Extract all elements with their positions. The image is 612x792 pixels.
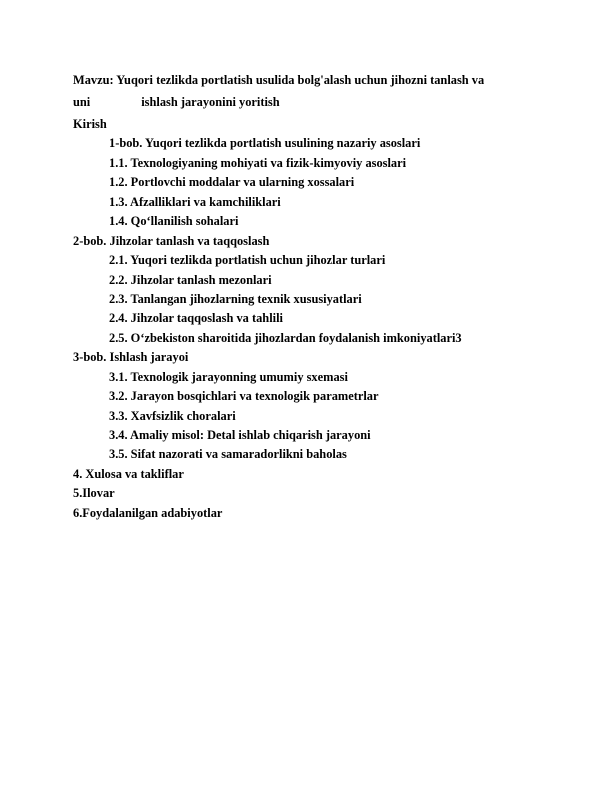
toc-section: 2-bob. Jihzolar tanlash va taqqoslash	[73, 233, 270, 248]
toc-subsection: 1.4. Qo‘llanilish sohalari	[109, 214, 239, 229]
toc-subsection: 1.3. Afzalliklari va kamchiliklari	[109, 194, 281, 209]
toc-subsection: 1.2. Portlovchi moddalar va ularning xossalari	[109, 175, 355, 190]
title-line-2-right: ishlash jarayonini yoritish	[141, 95, 280, 109]
toc-subsection: 3.5. Sifat nazorati va samaradorlikni baholas	[109, 447, 347, 462]
toc-section: 5.Ilovar	[73, 486, 115, 501]
toc-subsection: 1-bob. Yuqori tezlikda portlatish usulining nazariy asoslari	[109, 136, 421, 151]
toc-section: 3-bob. Ishlash jarayoi	[73, 350, 189, 365]
toc-subsection: 3.4. Amaliy misol: Detal ishlab chiqarish jarayoni	[109, 428, 371, 442]
toc-subsection: 1.1. Texnologiyaning mohiyati va fizik-kimyoviy asoslari	[109, 155, 407, 170]
toc-subsection: 3.1. Texnologik jarayonning umumiy sxemasi	[109, 369, 348, 384]
document-title-line-2	[73, 95, 280, 110]
document-title-line-1: Mavzu: Yuqori tezlikda portlatish usulida bolg'alash uchun jihozni tanlash va	[73, 73, 485, 87]
toc-subsection: 2.1. Yuqori tezlikda portlatish uchun jihozlar turlari	[109, 253, 386, 268]
title-line-2-left: uni	[73, 95, 91, 109]
toc-subsection: 2.2. Jihzolar tanlash mezonlari	[109, 272, 272, 287]
toc-section: 4. Xulosa va takliflar	[73, 466, 184, 481]
table-of-contents	[73, 117, 462, 525]
toc-subsection: 3.2. Jarayon bosqichlari va texnologik parametrlar	[109, 389, 379, 404]
toc-section: 6.Foydalanilgan adabiyotlar	[73, 505, 223, 520]
toc-subsection: 3.3. Xavfsizlik choralari	[109, 408, 236, 423]
toc-subsection: 2.3. Tanlangan jihozlarning texnik xususiyatlari	[109, 291, 362, 306]
toc-subsection: 2.4. Jihzolar taqqoslash va tahlili	[109, 311, 283, 326]
toc-section: Kirish	[73, 117, 107, 131]
toc-subsection: 2.5. O‘zbekiston sharoitida jihozlardan foydalanish imkoniyatlari3	[109, 330, 462, 345]
